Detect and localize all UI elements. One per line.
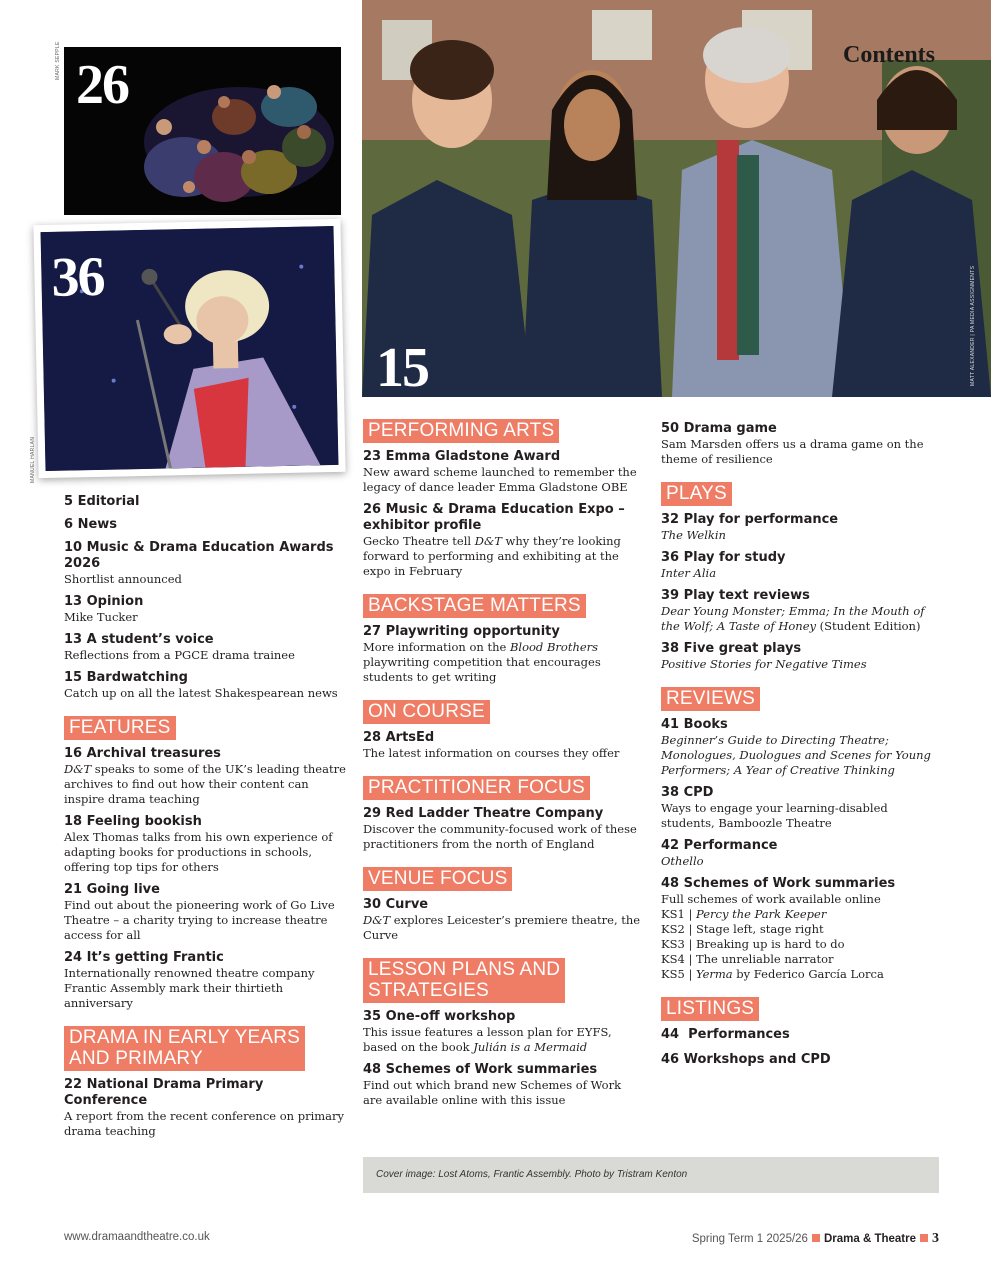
key-stage-line: KS4 | The unreliable narrator <box>661 952 834 966</box>
contents-item[interactable]: 48 Schemes of Work summaries Find out which brand new Schemes of Work are available online with this issue <box>363 1062 622 1107</box>
page-number-15: 15 <box>376 337 428 397</box>
contents-item[interactable]: 22 National Drama Primary Conference A report from the recent conference on primary drama teaching <box>64 1077 345 1138</box>
page-number-36: 36 <box>50 245 105 309</box>
page-number-26: 26 <box>76 54 128 116</box>
key-stage-line: KS1 | Percy the Park Keeper <box>661 907 827 921</box>
footer-right <box>692 1231 939 1247</box>
photo-credit-26: MARK SEPPLE <box>55 41 61 80</box>
key-stage-line: KS3 | Breaking up is hard to do <box>661 937 845 951</box>
square-bullet-icon <box>920 1234 928 1242</box>
contents-item[interactable]: 18 Feeling bookish Alex Thomas talks from his own experience of adapting books for productions in schools, offering top tips for others <box>64 814 333 874</box>
contents-item[interactable]: 13 Opinion Mike Tucker <box>64 594 144 624</box>
contents-item[interactable]: 13 A student’s voice Reflections from a PGCE drama trainee <box>64 632 295 662</box>
contents-item[interactable]: 42 Performance Othello <box>661 838 778 868</box>
section-heading-plays: PLAYS <box>661 482 732 506</box>
key-stage-line: KS5 | Yerma by Federico García Lorca <box>661 967 884 981</box>
footer-term: Spring Term 1 2025/26 <box>691 1233 808 1245</box>
contents-item[interactable]: 23 Emma Gladstone Award New award scheme launched to remember the legacy of dance leader Emma Gladstone OBE <box>363 449 637 494</box>
photo-performer[interactable] <box>33 219 345 478</box>
photo-credit-15: MATT ALEXANDER | PA MEDIA ASSIGNMENTS <box>970 265 976 386</box>
contents-item[interactable]: 39 Play text reviews Dear Young Monster; Emma; In the Mouth of the Wolf; A Taste of Honey (Student Edition) <box>661 588 925 633</box>
contents-item[interactable]: 28 ArtsEd The latest information on courses they offer <box>363 730 620 760</box>
photo-bardwatching[interactable] <box>362 0 991 397</box>
contents-item[interactable]: 27 Playwriting opportunity More information on the Blood Brothers playwriting competition that encourages students to get writing <box>363 624 601 684</box>
section-heading-practitioner: PRACTITIONER FOCUS <box>363 776 590 800</box>
contents-item-schemes[interactable]: 48 Schemes of Work summaries Full schemes of work available online KS1 | Percy the Park Keeper KS2 | Stage left, stage right KS3 | Breaking up is hard to do KS4 | The unreliable narrator KS5 | Yerma by Federico García Lorca <box>661 876 941 982</box>
contents-item[interactable]: 6 News <box>64 517 118 532</box>
section-heading-early-years: DRAMA IN EARLY YEARS AND PRIMARY <box>64 1026 305 1071</box>
section-heading-venue: VENUE FOCUS <box>363 867 512 891</box>
contents-item[interactable]: 10 Music & Drama Education Awards 2026 Shortlist announced <box>64 540 334 586</box>
cover-caption-label: Cover image: <box>376 1169 436 1180</box>
contents-column-1 <box>64 494 348 1146</box>
contents-item[interactable]: 32 Play for performance The Welkin <box>661 512 839 542</box>
footer-page-number: 3 <box>932 1231 939 1246</box>
contents-item[interactable]: 5 Editorial <box>64 494 140 509</box>
section-heading-performing-arts: PERFORMING ARTS <box>363 419 559 443</box>
contents-item[interactable]: 21 Going live Find out about the pioneering work of Go Live Theatre – a charity trying to increase theatre access for all <box>64 882 335 942</box>
section-heading-reviews: REVIEWS <box>661 687 760 711</box>
contents-column-3 <box>661 421 941 1075</box>
contents-item[interactable]: 50 Drama game Sam Marsden offers us a drama game on the theme of resilience <box>661 421 924 466</box>
section-heading-on-course: ON COURSE <box>363 700 490 724</box>
contents-item[interactable]: 36 Play for study Inter Alia <box>661 550 786 580</box>
photo-frantic-assembly <box>64 47 341 215</box>
photo-credit-36: MANUEL HARLAN <box>30 436 36 483</box>
contents-item[interactable]: 26 Music & Drama Education Expo – exhibitor profile Gecko Theatre tell D&T why they’re looking forward to performing and exhibiting at the expo in February <box>363 502 625 578</box>
cover-caption-text: Lost Atoms, Frantic Assembly. Photo by Tristram Kenton <box>435 1169 688 1180</box>
contents-item[interactable]: 38 CPD Ways to engage your learning-disabled students, Bamboozle Theatre <box>661 785 888 830</box>
contents-item[interactable]: 35 One-off workshop This issue features a lesson plan for EYFS, based on the book Julián is a Mermaid <box>363 1009 612 1054</box>
key-stage-line: KS2 | Stage left, stage right <box>661 922 824 936</box>
contents-item[interactable]: 38 Five great plays Positive Stories for Negative Times <box>661 641 867 671</box>
square-bullet-icon <box>812 1234 820 1242</box>
contents-item[interactable]: 30 Curve D&T explores Leicester’s premiere theatre, the Curve <box>363 897 641 942</box>
section-heading-lesson-plans: LESSON PLANS AND STRATEGIES <box>363 958 565 1003</box>
contents-item[interactable]: 44 Performances <box>661 1027 790 1042</box>
section-heading-listings: LISTINGS <box>661 997 759 1021</box>
footer-magazine: Drama & Theatre <box>823 1233 916 1245</box>
contents-item[interactable]: 46 Workshops and CPD <box>661 1052 831 1067</box>
contents-item[interactable]: 29 Red Ladder Theatre Company Discover the community-focused work of these practitioners from the north of England <box>363 806 637 851</box>
contents-item[interactable]: 24 It’s getting Frantic Internationally renowned theatre company Frantic Assembly mark their thirtieth anniversary <box>64 950 315 1010</box>
contents-item[interactable]: 41 Books Beginner’s Guide to Directing Theatre; Monologues, Duologues and Scenes for Young Performers; A Year of Creative Thinking <box>661 717 931 777</box>
section-heading-backstage: BACKSTAGE MATTERS <box>363 594 586 618</box>
contents-column-2 <box>363 412 641 1115</box>
cover-caption-box <box>363 1157 939 1193</box>
contents-title: Contents <box>843 42 936 68</box>
footer-website[interactable]: www.dramaandtheatre.co.uk <box>64 1231 210 1243</box>
contents-item[interactable]: 16 Archival treasures D&T speaks to some of the UK’s leading theatre archives to find out how their content can inspire drama teaching <box>64 746 346 806</box>
section-heading-features: FEATURES <box>64 716 176 740</box>
contents-item[interactable]: 15 Bardwatching Catch up on all the latest Shakespearean news <box>64 670 338 700</box>
